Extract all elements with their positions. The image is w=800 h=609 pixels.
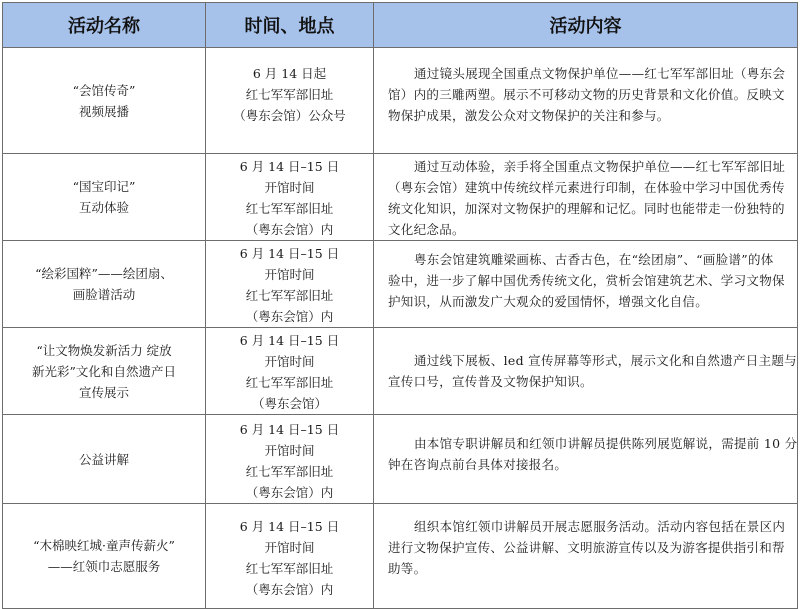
content-line: 馆）内的三雕两塑。展示不可移动文物的历史背景和文化价值。反映文 (388, 87, 785, 102)
activity-name-line: 画脸谱活动 (72, 287, 136, 302)
activity-name-line: 视频展播 (78, 103, 129, 119)
activity-name-line: “绘彩国粹”——绘团扇、 (35, 266, 173, 281)
activity-content-cell (374, 415, 798, 504)
time-place-line: 6 月 14 日–15 日 (239, 159, 340, 174)
content-line: 通过镜头展现全国重点文物保护单位——红七军军部旧址（粤东会 (414, 66, 786, 81)
table-row (3, 241, 798, 328)
content-line: 文化纪念品。 (388, 222, 465, 237)
content-line: 物保护成果，激发公众对文物保护的关注和参与。 (388, 108, 670, 123)
table-row (3, 154, 798, 241)
activity-name-line: 新光彩”文化和自然遗产日 (32, 363, 176, 379)
activity-content-cell (374, 48, 798, 154)
time-place-cell (206, 154, 374, 241)
table-row (3, 504, 798, 609)
content-line: 通过线下展板、led 宣传屏幕等形式，展示文化和自然遗产日主题与 (414, 353, 797, 368)
activity-content-cell (374, 241, 798, 328)
activity-name-line: 宣传展示 (78, 384, 129, 400)
content-line: 由本馆专职讲解员和红领巾讲解员提供陈列展览解说，需提前 10 分 (414, 436, 798, 451)
activity-name-line: 互动体验 (78, 200, 129, 215)
time-place-cell (206, 48, 374, 154)
activity-name-cell (3, 504, 206, 609)
header-activity-content: 活动内容 (374, 3, 798, 48)
content-line: 钟在咨询点前台具体对接报名。 (388, 457, 568, 472)
activity-name-cell (3, 328, 206, 415)
time-place-line: 红七军军部旧址 (245, 375, 334, 390)
activity-content-cell (374, 504, 798, 609)
activity-name-line: “会馆传奇” (72, 82, 136, 98)
content-line: 通过互动体验，亲手将全国重点文物保护单位——红七军军部旧址 (414, 159, 786, 174)
content-line: 宣传口号，宣传普及文物保护知识。 (388, 374, 593, 389)
time-place-cell (206, 504, 374, 609)
header-activity-name: 活动名称 (3, 3, 206, 48)
content-line: 进行文物保护宣传、公益讲解、文明旅游宣传以及为游客提供指引和帮 (388, 540, 785, 555)
activity-name-cell (3, 241, 206, 328)
content-line: 验中，进一步了解中国优秀传统文化，赏析会馆建筑艺术、学习文物保 (388, 273, 785, 288)
table-row (3, 328, 798, 415)
content-line: （粤东会馆）建筑中传统纹样元素进行印制，在体验中学习中国优秀传 (388, 180, 785, 195)
time-place-line: （粤东会馆） (251, 396, 327, 411)
time-place-line: 开馆时间 (264, 540, 315, 555)
activity-table (2, 2, 798, 609)
activity-name-line: “让文物焕发新活力 绽放 (36, 342, 172, 358)
time-place-cell (206, 241, 374, 328)
time-place-line: 红七军军部旧址 (245, 288, 334, 303)
time-place-line: 红七军军部旧址 (245, 464, 334, 479)
time-place-cell (206, 415, 374, 504)
time-place-line: 6 月 14 日起 (252, 66, 327, 81)
content-line: 组织本馆红领巾讲解员开展志愿服务活动。活动内容包括在景区内 (414, 519, 786, 534)
activity-name-line: “木棉映红城·童声传薪火” (33, 538, 175, 553)
time-place-line: 红七军军部旧址 (245, 201, 334, 216)
content-line: 护知识，从而激发广大观众的爱国情怀，增强文化自信。 (388, 294, 709, 309)
time-place-line: 红七军军部旧址 (245, 561, 334, 576)
time-place-line: 6 月 14 日–15 日 (239, 422, 340, 437)
activity-name-line: ——红领巾志愿服务 (47, 559, 161, 574)
content-line: 粤东会馆建筑雕梁画栋、古香古色，在“绘团扇”、“画脸谱”的体 (414, 252, 774, 267)
time-place-line: 6 月 14 日–15 日 (239, 519, 340, 534)
activity-name-line: “国宝印记” (72, 179, 136, 194)
time-place-line: 开馆时间 (264, 267, 315, 282)
activity-name-cell (3, 48, 206, 154)
content-line: 助等。 (388, 561, 427, 576)
header-time-place: 时间、地点 (206, 3, 374, 48)
activity-name-cell (3, 154, 206, 241)
time-place-line: 红七军军部旧址 (245, 87, 334, 102)
time-place-line: 开馆时间 (264, 180, 315, 195)
activity-content-cell (374, 328, 798, 415)
time-place-line: （粤东会馆）内 (245, 485, 334, 500)
time-place-line: 6 月 14 日–15 日 (239, 246, 340, 261)
content-line: 统文化知识，加深对文物保护的理解和记忆。同时也能带走一份独特的 (388, 201, 785, 216)
header-row (3, 3, 798, 48)
time-place-line: 开馆时间 (264, 443, 315, 458)
table-row (3, 415, 798, 504)
activity-content-cell (374, 154, 798, 241)
time-place-cell (206, 328, 374, 415)
time-place-line: 6 月 14 日–15 日 (239, 333, 340, 348)
activity-name-cell (3, 415, 206, 504)
time-place-line: （粤东会馆）公众号 (233, 108, 346, 123)
table-row (3, 48, 798, 154)
time-place-line: （粤东会馆）内 (245, 582, 334, 597)
time-place-line: （粤东会馆）内 (245, 222, 334, 237)
time-place-line: （粤东会馆）内 (245, 309, 334, 324)
time-place-line: 开馆时间 (264, 354, 315, 369)
activity-name-line: 公益讲解 (78, 451, 129, 467)
